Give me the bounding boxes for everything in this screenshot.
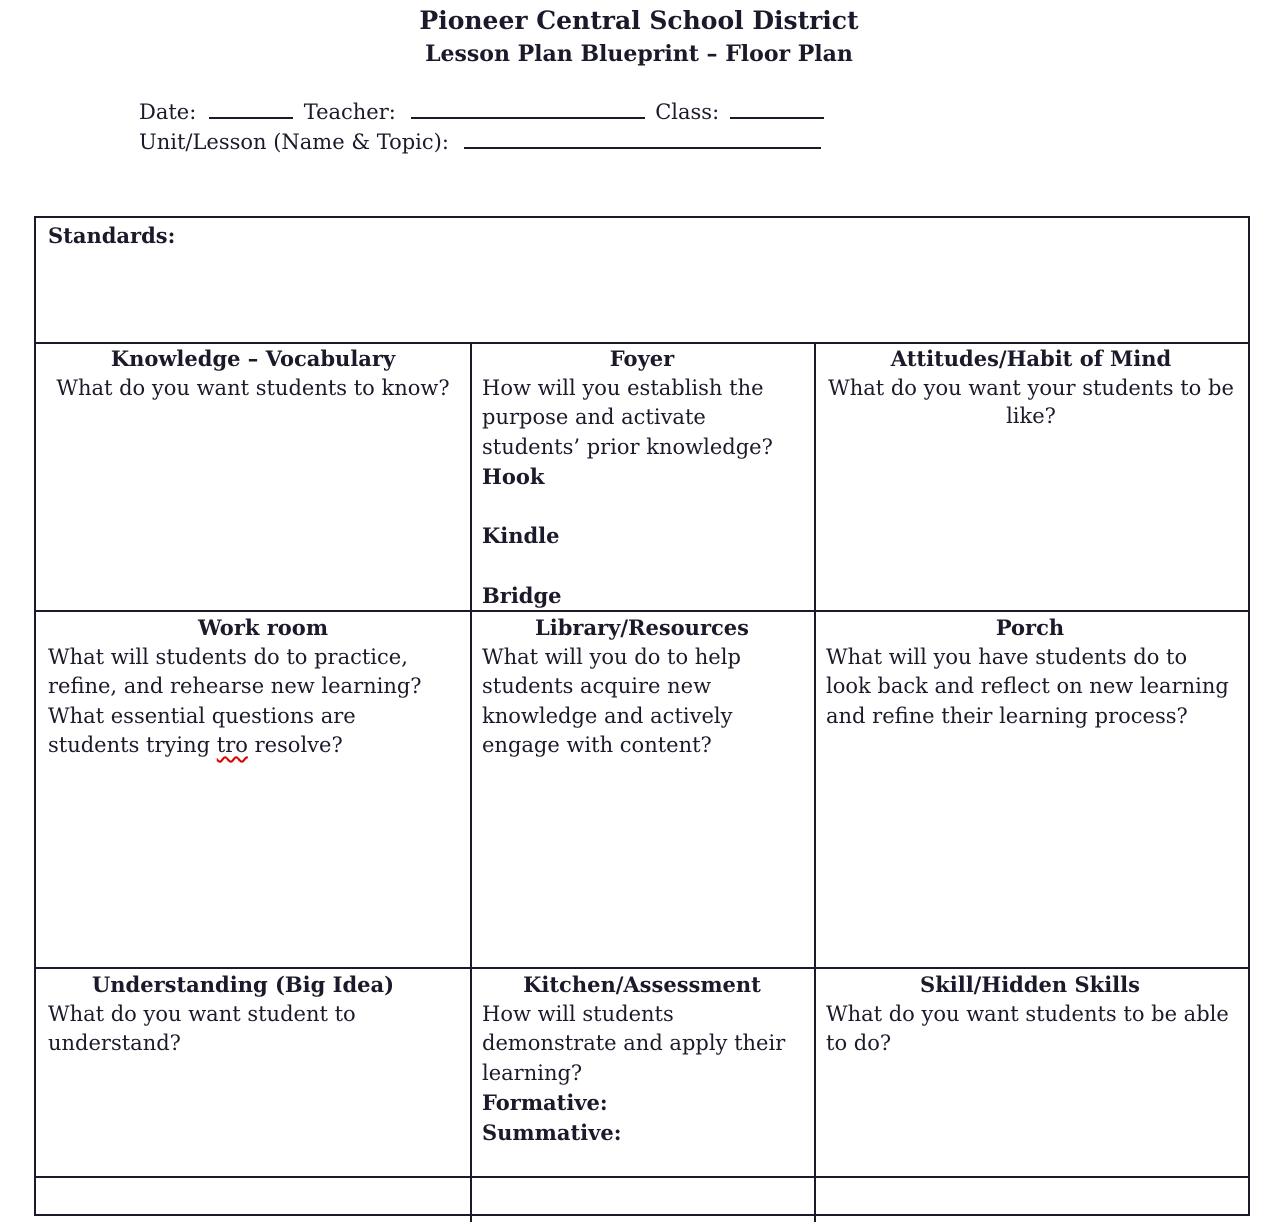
bridge-label: Bridge [482, 583, 562, 608]
foyer-prompt-line: How will you establish the [482, 375, 764, 400]
attitudes-prompt: What do you want your students to be like? [828, 375, 1234, 428]
workroom-prompt-line: What essential questions are [48, 703, 356, 728]
teacher-field[interactable] [411, 99, 645, 119]
library-title: Library/Resources [535, 615, 749, 640]
library-prompt-line: knowledge and actively [482, 703, 733, 728]
porch-prompt-line: What will you have students do to [826, 644, 1188, 669]
kitchen-title: Kitchen/Assessment [523, 972, 761, 997]
knowledge-prompt: What do you want students to know? [56, 375, 450, 400]
skill-prompt-line: What do you want students to be able [826, 1001, 1229, 1026]
foyer-cell[interactable] [482, 344, 812, 611]
skill-cell[interactable] [826, 970, 1246, 1059]
header-fields-row [139, 99, 824, 124]
date-label: Date: [139, 100, 197, 124]
workroom-title: Work room [197, 615, 329, 640]
kitchen-prompt-line: How will students [482, 1001, 674, 1026]
workroom-prompt-line: What will students do to practice, [48, 644, 408, 669]
hook-label: Hook [482, 464, 545, 489]
kitchen-prompt-line: demonstrate and apply their [482, 1031, 786, 1055]
porch-cell[interactable] [826, 613, 1246, 731]
understanding-prompt-line: What do you want student to [48, 1001, 356, 1026]
kitchen-prompt-line: learning? [482, 1060, 583, 1085]
understanding-prompt-line: understand? [48, 1031, 181, 1055]
row-divider [36, 1176, 1248, 1178]
kitchen-cell[interactable] [482, 970, 812, 1147]
standards-label: Standards: [48, 223, 176, 248]
standards-cell[interactable] [48, 221, 175, 251]
workroom-prompt-line: students trying tro resolve? [48, 733, 343, 757]
formative-label: Formative: [482, 1090, 608, 1115]
knowledge-title: Knowledge – Vocabulary [110, 346, 396, 371]
teacher-label: Teacher: [303, 100, 396, 124]
workroom-prompt-line: refine, and rehearse new learning? [48, 674, 422, 698]
skill-title: Skill/Hidden Skills [920, 972, 1140, 997]
column-divider [470, 342, 472, 1222]
knowledge-cell[interactable] [38, 344, 468, 403]
porch-prompt-line: look back and reflect on new learning [826, 674, 1229, 698]
library-prompt-line: What will you do to help [482, 644, 741, 669]
porch-title: Porch [995, 615, 1065, 640]
class-label: Class: [655, 100, 720, 124]
attitudes-cell[interactable] [826, 344, 1236, 430]
class-field[interactable] [730, 99, 824, 119]
skill-prompt-line: to do? [826, 1031, 892, 1055]
porch-prompt-line: and refine their learning process? [826, 703, 1188, 728]
unit-field[interactable] [464, 129, 821, 149]
foyer-prompt-line: students’ prior knowledge? [482, 434, 773, 459]
unit-label: Unit/Lesson (Name & Topic): [139, 130, 449, 154]
floor-plan-table [34, 216, 1250, 1216]
row-divider [36, 967, 1248, 969]
unit-row [139, 129, 821, 154]
library-prompt-line: students acquire new [482, 674, 712, 698]
column-divider [814, 342, 816, 1222]
foyer-title: Foyer [609, 346, 675, 371]
understanding-cell[interactable] [48, 970, 458, 1059]
library-prompt-line: engage with content? [482, 733, 712, 757]
workroom-cell[interactable] [48, 613, 458, 761]
date-field[interactable] [209, 99, 293, 119]
library-cell[interactable] [482, 613, 812, 761]
document-subtitle: Lesson Plan Blueprint – Floor Plan [425, 41, 853, 67]
summative-label: Summative: [482, 1119, 622, 1145]
foyer-prompt-line: purpose and activate [482, 405, 706, 429]
district-title: Pioneer Central School District [419, 6, 859, 35]
kindle-label: Kindle [482, 522, 560, 548]
understanding-title: Understanding (Big Idea) [91, 972, 395, 997]
attitudes-title: Attitudes/Habit of Mind [890, 346, 1172, 371]
misspelled-word: tro [216, 733, 248, 757]
